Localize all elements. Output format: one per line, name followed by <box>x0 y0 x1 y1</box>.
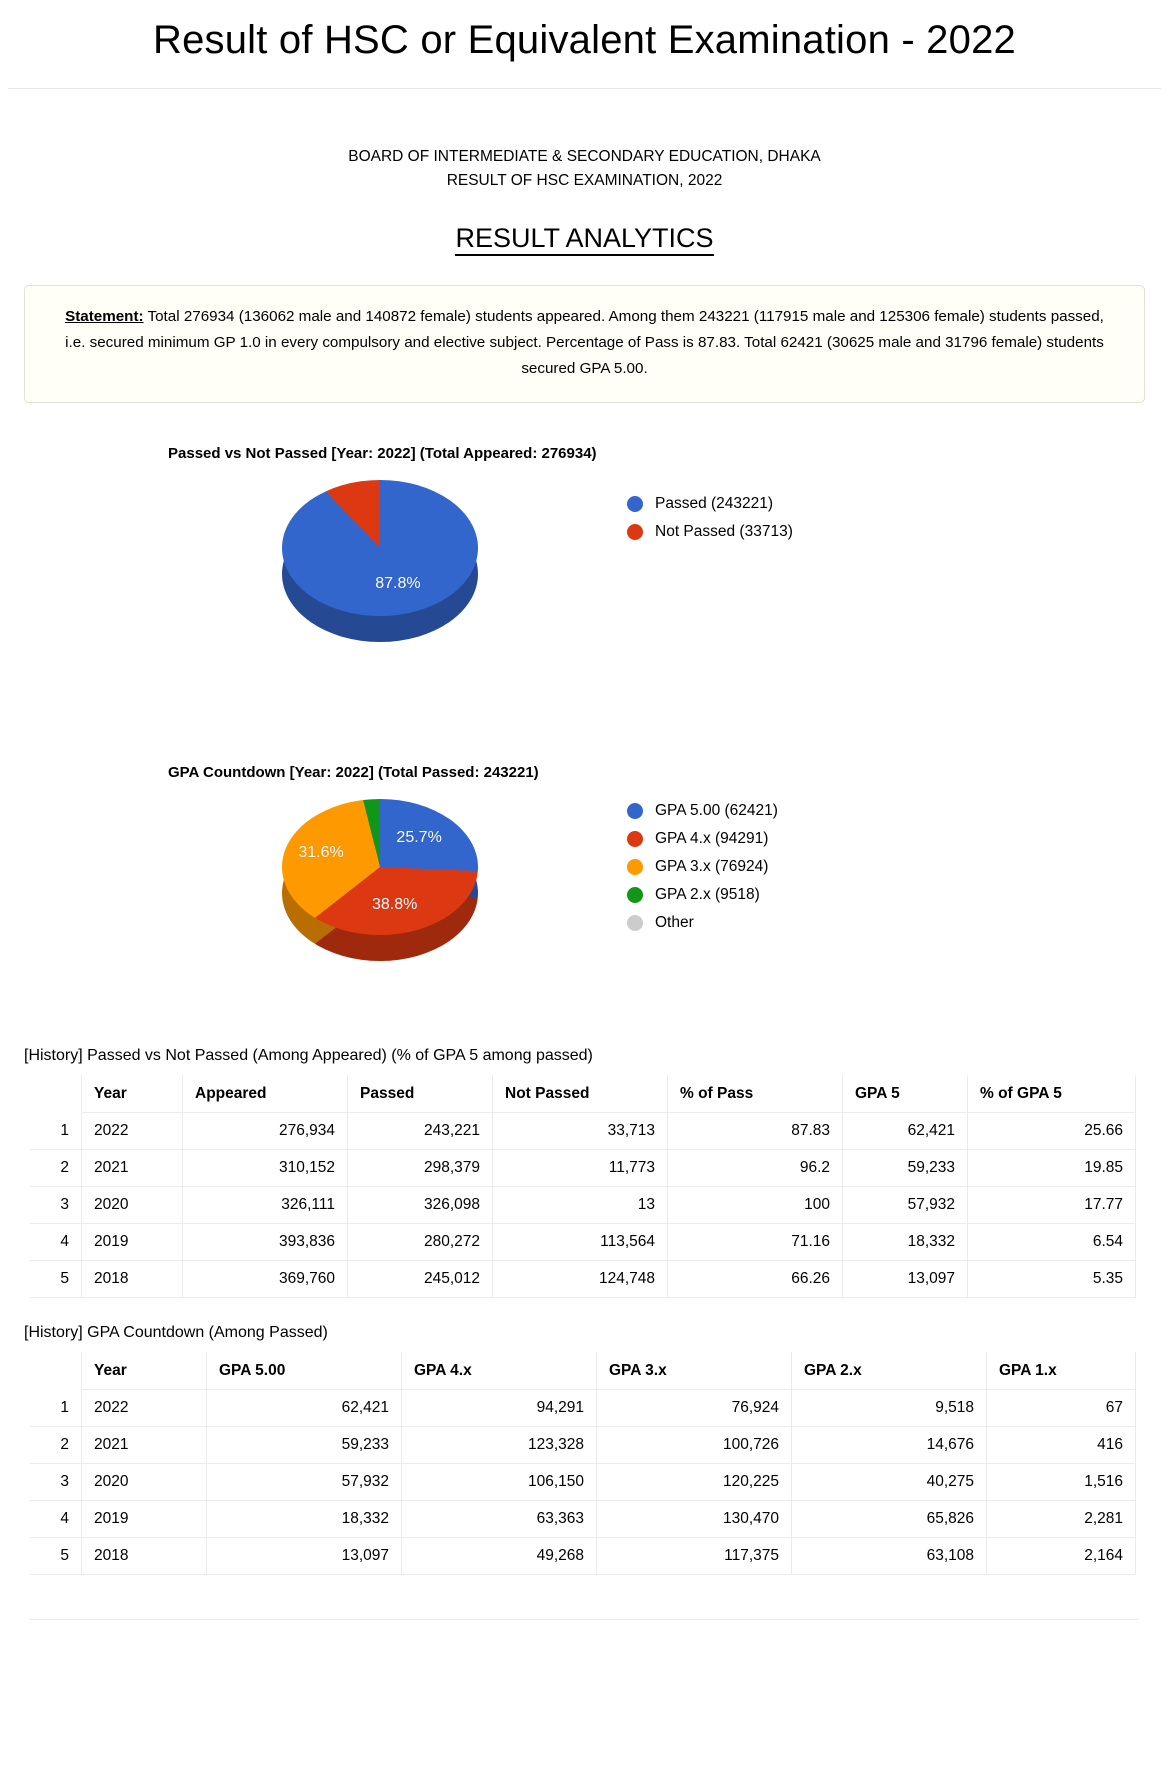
cell-value: 17.77 <box>968 1187 1136 1224</box>
chart-title-passed: Passed vs Not Passed [Year: 2022] (Total Appeared: 276934) <box>168 445 597 463</box>
legend-item-label: GPA 3.x (76924) <box>655 858 769 876</box>
cell-year: 2021 <box>82 1150 183 1187</box>
cell-value: 14,676 <box>792 1427 987 1464</box>
cell-value: 9,518 <box>792 1390 987 1427</box>
table2-col-gpa2: GPA 2.x <box>792 1353 987 1390</box>
pie-slice-label-passed: 87.8% <box>375 575 421 593</box>
cell-value: 49,268 <box>402 1538 597 1575</box>
chart-body-passed <box>0 472 1169 702</box>
table2-col-gpa1: GPA 1.x <box>987 1353 1136 1390</box>
statement-label: Statement: <box>65 308 144 326</box>
table2-caption: [History] GPA Countdown (Among Passed) <box>24 1324 328 1342</box>
legend-item-label: Not Passed (33713) <box>655 523 793 541</box>
history-passed-table <box>30 1075 1136 1298</box>
table1-col-notpassed: Not Passed <box>493 1076 668 1113</box>
table-row <box>31 1187 1136 1224</box>
statement-text: Total 276934 (136062 male and 140872 female) students appeared. Among them 243221 (117915 male and 125306 female) students passed, i.e. secured minimum GP 1.0 in every compulsory and elective subject. Percentage of Pass is 87.83. Total 62421 (30625 male and 31796 female) students secured GPA 5.00. <box>65 308 1104 378</box>
cell-value: 416 <box>987 1427 1136 1464</box>
cell-value: 100 <box>668 1187 843 1224</box>
cell-value: 59,233 <box>843 1150 968 1187</box>
cell-year: 2020 <box>82 1464 207 1501</box>
cell-value: 2,164 <box>987 1538 1136 1575</box>
table2-body <box>31 1390 1136 1575</box>
cell-value: 326,098 <box>348 1187 493 1224</box>
table-row <box>31 1390 1136 1427</box>
pie-slice-label-gpa5: 25.7% <box>396 829 442 847</box>
cell-value: 62,421 <box>843 1113 968 1150</box>
table2-head <box>31 1353 1136 1390</box>
chart-gpa-countdown <box>0 764 1169 1021</box>
result-analytics-label: RESULT ANALYTICS <box>455 223 713 256</box>
legend-color-swatch <box>627 915 643 931</box>
legend-item[interactable] <box>627 881 778 909</box>
legend-color-swatch <box>627 859 643 875</box>
legend-item-label: GPA 5.00 (62421) <box>655 802 778 820</box>
table-row <box>31 1501 1136 1538</box>
legend-item-label: Other <box>655 914 694 932</box>
legend-item[interactable] <box>627 490 793 518</box>
cell-value: 2,281 <box>987 1501 1136 1538</box>
legend-item-label: GPA 4.x (94291) <box>655 830 769 848</box>
cell-year: 2022 <box>82 1390 207 1427</box>
cell-value: 113,564 <box>493 1224 668 1261</box>
result-analytics-heading <box>0 223 1169 254</box>
table1-col-pctpass: % of Pass <box>668 1076 843 1113</box>
cell-value: 19.85 <box>968 1150 1136 1187</box>
history-gpa-section <box>0 1324 1169 1575</box>
cell-value: 100,726 <box>597 1427 792 1464</box>
board-heading <box>0 145 1169 193</box>
cell-value: 245,012 <box>348 1261 493 1298</box>
cell-value: 243,221 <box>348 1113 493 1150</box>
pie-3d-top <box>282 480 478 616</box>
chart-body-gpa <box>0 791 1169 1021</box>
table-row <box>31 1538 1136 1575</box>
legend-item[interactable] <box>627 909 778 937</box>
cell-year: 2019 <box>82 1224 183 1261</box>
legend-item[interactable] <box>627 825 778 853</box>
table-row <box>31 1427 1136 1464</box>
chart-title-gpa: GPA Countdown [Year: 2022] (Total Passed: 243221) <box>168 764 539 782</box>
cell-value: 63,363 <box>402 1501 597 1538</box>
cell-value: 13,097 <box>843 1261 968 1298</box>
legend-color-swatch <box>627 887 643 903</box>
table1-body <box>31 1113 1136 1298</box>
legend-color-swatch <box>627 831 643 847</box>
cell-year: 2021 <box>82 1427 207 1464</box>
table-row <box>31 1113 1136 1150</box>
history-gpa-table <box>30 1352 1136 1575</box>
cell-value: 13,097 <box>207 1538 402 1575</box>
table1-caption: [History] Passed vs Not Passed (Among Appeared) (% of GPA 5 among passed) <box>24 1047 593 1065</box>
table2-col-gpa5: GPA 5.00 <box>207 1353 402 1390</box>
legend-passed <box>627 490 793 546</box>
history-passed-section <box>0 1047 1169 1298</box>
cell-year: 2022 <box>82 1113 183 1150</box>
pie-chart-gpa <box>282 799 478 971</box>
row-index: 3 <box>31 1464 82 1501</box>
table1-col-pctgpa5: % of GPA 5 <box>968 1076 1136 1113</box>
cell-value: 96.2 <box>668 1150 843 1187</box>
pie-chart-passed <box>282 480 478 652</box>
cell-year: 2020 <box>82 1187 183 1224</box>
pie-slice-label-gpa3: 31.6% <box>298 844 344 862</box>
cell-value: 298,379 <box>348 1150 493 1187</box>
cell-value: 123,328 <box>402 1427 597 1464</box>
row-index: 5 <box>31 1538 82 1575</box>
cell-year: 2019 <box>82 1501 207 1538</box>
cell-value: 57,932 <box>207 1464 402 1501</box>
board-name: BOARD OF INTERMEDIATE & SECONDARY EDUCATION, DHAKA <box>348 148 821 165</box>
cell-value: 5.35 <box>968 1261 1136 1298</box>
table1-head <box>31 1076 1136 1113</box>
row-index: 3 <box>31 1187 82 1224</box>
cell-value: 280,272 <box>348 1224 493 1261</box>
cell-value: 11,773 <box>493 1150 668 1187</box>
table-row <box>31 1261 1136 1298</box>
cell-value: 18,332 <box>207 1501 402 1538</box>
header-divider <box>8 88 1161 89</box>
row-index: 4 <box>31 1501 82 1538</box>
pie-3d-top <box>282 799 478 935</box>
cell-value: 130,470 <box>597 1501 792 1538</box>
cell-value: 120,225 <box>597 1464 792 1501</box>
table1-col-year: Year <box>82 1076 183 1113</box>
legend-item-label: Passed (243221) <box>655 495 774 513</box>
cell-value: 117,375 <box>597 1538 792 1575</box>
cell-value: 6.54 <box>968 1224 1136 1261</box>
table1-col-gpa5: GPA 5 <box>843 1076 968 1113</box>
cell-value: 25.66 <box>968 1113 1136 1150</box>
pie-slice-label-gpa4: 38.8% <box>372 896 418 914</box>
cell-value: 40,275 <box>792 1464 987 1501</box>
statement-box <box>24 285 1145 403</box>
row-index: 1 <box>31 1390 82 1427</box>
cell-value: 1,516 <box>987 1464 1136 1501</box>
cell-value: 65,826 <box>792 1501 987 1538</box>
cell-value: 76,924 <box>597 1390 792 1427</box>
legend-color-swatch <box>627 803 643 819</box>
table-row <box>31 1150 1136 1187</box>
table2-header-row <box>31 1353 1136 1390</box>
table1-col-appeared: Appeared <box>183 1076 348 1113</box>
cell-value: 326,111 <box>183 1187 348 1224</box>
row-index: 1 <box>31 1113 82 1150</box>
legend-item-label: GPA 2.x (9518) <box>655 886 760 904</box>
row-index: 2 <box>31 1427 82 1464</box>
table-row <box>31 1224 1136 1261</box>
cell-value: 393,836 <box>183 1224 348 1261</box>
cell-value: 63,108 <box>792 1538 987 1575</box>
cell-value: 276,934 <box>183 1113 348 1150</box>
cell-value: 57,932 <box>843 1187 968 1224</box>
table2-col-index <box>31 1353 82 1390</box>
cell-value: 66.26 <box>668 1261 843 1298</box>
table1-header-row <box>31 1076 1136 1113</box>
table1-col-passed: Passed <box>348 1076 493 1113</box>
cell-value: 59,233 <box>207 1427 402 1464</box>
cell-value: 18,332 <box>843 1224 968 1261</box>
cell-value: 71.16 <box>668 1224 843 1261</box>
cell-value: 94,291 <box>402 1390 597 1427</box>
cell-value: 106,150 <box>402 1464 597 1501</box>
legend-color-swatch <box>627 524 643 540</box>
chart-passed-vs-not-passed <box>0 445 1169 702</box>
row-index: 5 <box>31 1261 82 1298</box>
cell-value: 124,748 <box>493 1261 668 1298</box>
cell-value: 87.83 <box>668 1113 843 1150</box>
footer-divider <box>30 1619 1139 1620</box>
page-title: Result of HSC or Equivalent Examination - 2022 <box>153 18 1016 62</box>
table2-col-year: Year <box>82 1353 207 1390</box>
table-row <box>31 1464 1136 1501</box>
legend-item[interactable] <box>627 518 793 546</box>
cell-value: 67 <box>987 1390 1136 1427</box>
legend-color-swatch <box>627 496 643 512</box>
cell-value: 310,152 <box>183 1150 348 1187</box>
row-index: 2 <box>31 1150 82 1187</box>
legend-item[interactable] <box>627 853 778 881</box>
legend-item[interactable] <box>627 797 778 825</box>
cell-value: 62,421 <box>207 1390 402 1427</box>
board-subtitle: RESULT OF HSC EXAMINATION, 2022 <box>446 172 723 190</box>
table1-col-index <box>31 1076 82 1113</box>
cell-value: 33,713 <box>493 1113 668 1150</box>
table2-col-gpa4: GPA 4.x <box>402 1353 597 1390</box>
cell-year: 2018 <box>82 1538 207 1575</box>
row-index: 4 <box>31 1224 82 1261</box>
cell-year: 2018 <box>82 1261 183 1298</box>
cell-value: 369,760 <box>183 1261 348 1298</box>
legend-gpa <box>627 797 778 937</box>
table2-col-gpa3: GPA 3.x <box>597 1353 792 1390</box>
cell-value: 13 <box>493 1187 668 1224</box>
